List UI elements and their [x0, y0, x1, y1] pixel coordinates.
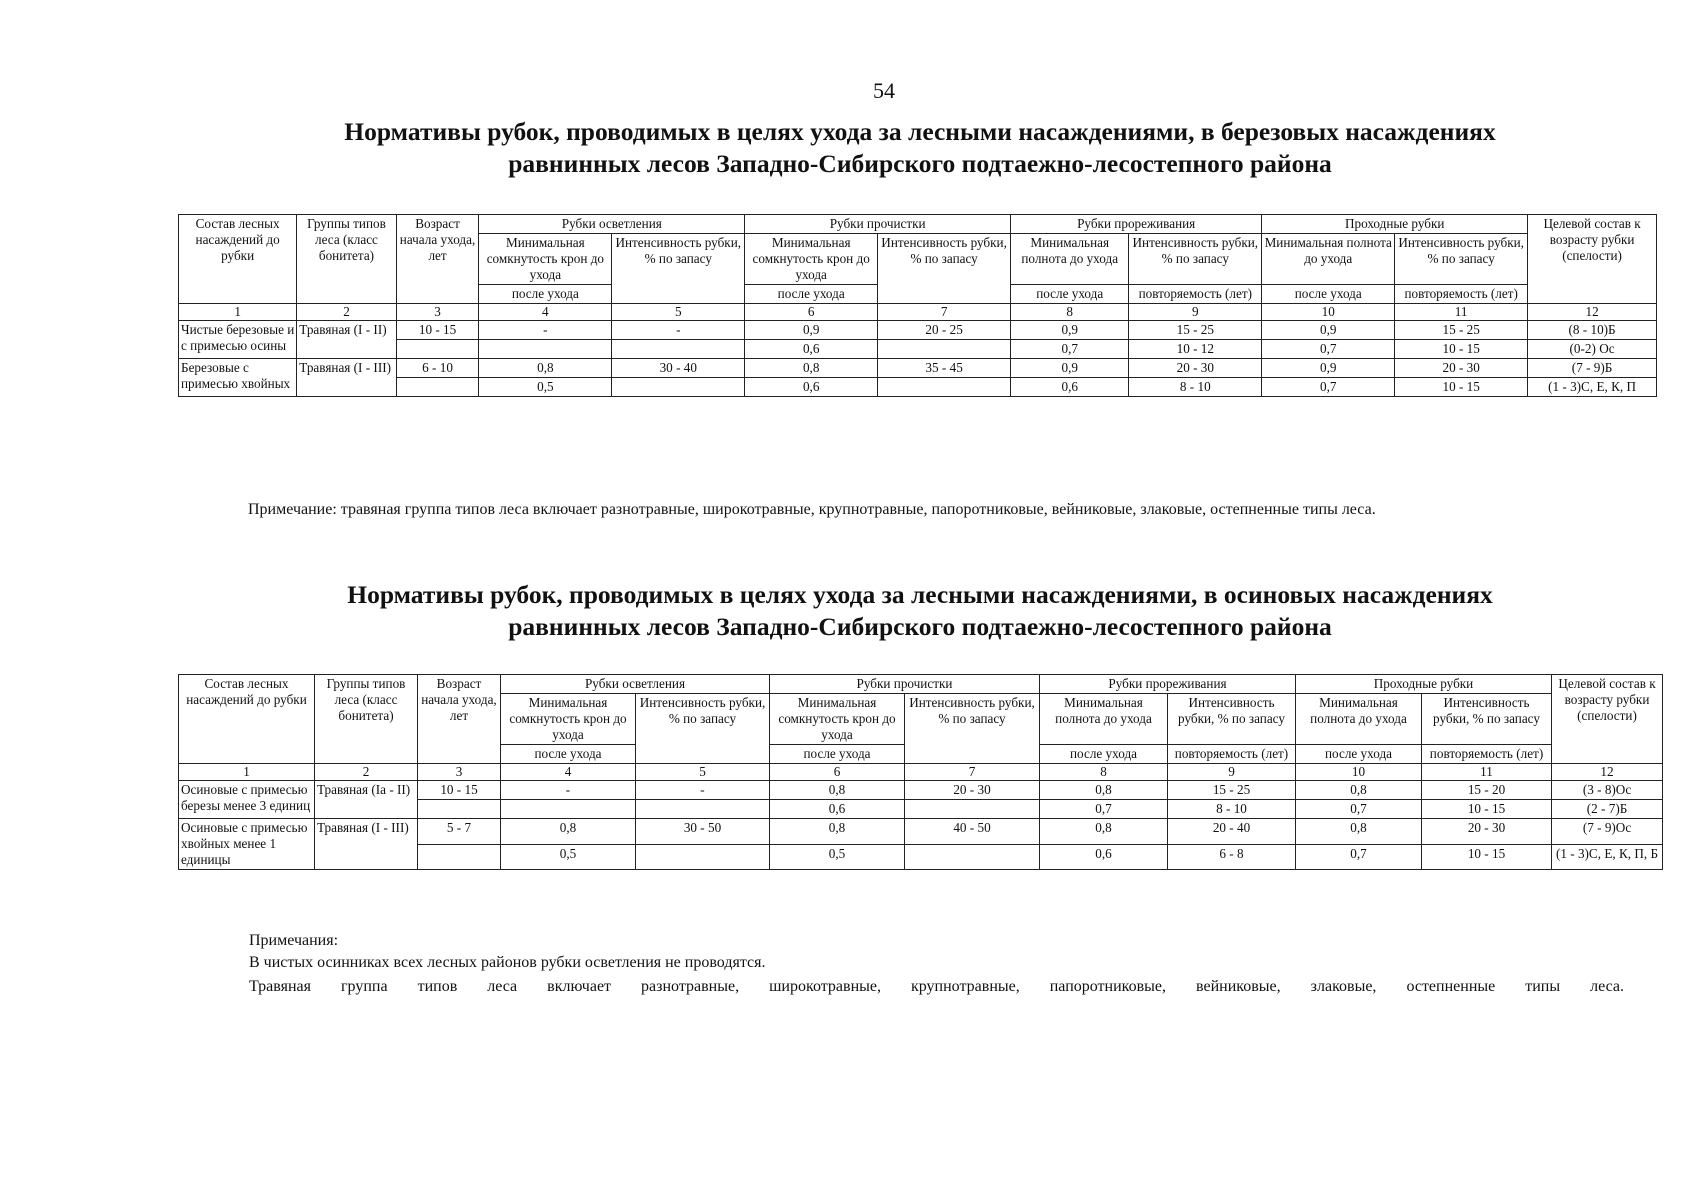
- col-number: 3: [418, 764, 501, 781]
- data-cell: 10 - 15: [396, 321, 479, 340]
- data-cell: 0,9: [1011, 359, 1129, 378]
- data-cell: (2 - 7)Б: [1552, 800, 1663, 819]
- data-cell: 15 - 25: [1168, 781, 1296, 800]
- col-number: 7: [905, 764, 1040, 781]
- data-cell: 0,6: [745, 378, 878, 397]
- data-cell: [418, 800, 501, 819]
- composition-cell: Осиновые с примесью березы менее 3 единиц: [179, 781, 315, 819]
- data-cell: (1 - 3)С, Е, К, П: [1528, 378, 1657, 397]
- col-number: 4: [501, 764, 636, 781]
- data-cell: 20 - 40: [1168, 819, 1296, 845]
- data-cell: 0,7: [1011, 340, 1129, 359]
- aspen-norms-table: [178, 674, 1663, 870]
- composition-cell: Осиновые с примесью хвойных менее 1 единицы: [179, 819, 315, 870]
- col-number: 1: [179, 304, 297, 321]
- table1-head-intensity-5: Интенсивность рубки, % по запасу: [612, 234, 745, 304]
- table1-head-thinning: Рубки прореживания: [1011, 215, 1262, 234]
- table1-head-repeat-11: повторяемость (лет): [1395, 285, 1528, 304]
- data-cell: 20 - 30: [1422, 819, 1552, 845]
- table2-header-row1: [179, 675, 1663, 694]
- data-cell: 10 - 15: [1422, 800, 1552, 819]
- forest-group-cell: Травяная (Iа - II): [315, 781, 418, 819]
- table-row: [179, 378, 1657, 397]
- data-cell: 10 - 15: [1395, 340, 1528, 359]
- data-cell: 20 - 25: [878, 321, 1011, 340]
- col-number: 10: [1296, 764, 1422, 781]
- composition-cell: Березовые с примесью хвойных: [179, 359, 297, 397]
- table1-head-passage: Проходные рубки: [1262, 215, 1528, 234]
- table2-notes-title: Примечания:: [249, 932, 339, 949]
- table1-note: Примечание: травяная группа типов леса включает разнотравные, широкотравные, крупнотравные, папоротниковые, вейниковые, злаковые, остепненные типы леса.: [248, 501, 1376, 518]
- data-cell: 6 - 8: [1168, 844, 1296, 870]
- table2-head-intensity-11: Интенсивность рубки, % по запасу: [1422, 694, 1552, 745]
- data-cell: [501, 800, 636, 819]
- data-cell: 0,7: [1296, 844, 1422, 870]
- table1-head-min-density-10: Минимальная полнота до ухода: [1262, 234, 1395, 285]
- data-cell: (3 - 8)Ос: [1552, 781, 1663, 800]
- table1-head-intensity-11: Интенсивность рубки, % по запасу: [1395, 234, 1528, 285]
- table2-head-start-age: Возраст начала ухода, лет: [418, 675, 501, 764]
- data-cell: 0,6: [1040, 844, 1168, 870]
- data-cell: 15 - 25: [1129, 321, 1262, 340]
- col-number: 2: [297, 304, 396, 321]
- table2-head-after-10: после ухода: [1296, 745, 1422, 764]
- table2-head-lighting: Рубки осветления: [501, 675, 770, 694]
- data-cell: 30 - 40: [612, 359, 745, 378]
- table1-head-lighting: Рубки осветления: [479, 215, 745, 234]
- data-cell: 0,8: [770, 819, 905, 845]
- col-number: 12: [1528, 304, 1657, 321]
- data-cell: 20 - 30: [1395, 359, 1528, 378]
- data-cell: 0,8: [501, 819, 636, 845]
- col-number: 11: [1395, 304, 1528, 321]
- table1-head-min-crown-6: Минимальная сомкнутость крон до ухода: [745, 234, 878, 285]
- data-cell: [905, 844, 1040, 870]
- table2-head-composition: Состав лесных насаждений до рубки: [179, 675, 315, 764]
- data-cell: 0,8: [1040, 781, 1168, 800]
- data-cell: (8 - 10)Б: [1528, 321, 1657, 340]
- table2-title: [160, 579, 1680, 643]
- col-number: 1: [179, 764, 315, 781]
- table2-head-repeat-11: повторяемость (лет): [1422, 745, 1552, 764]
- col-number: 8: [1011, 304, 1129, 321]
- table1-head-target: Целевой состав к возрасту рубки (спелости): [1528, 215, 1657, 304]
- table2-title-line2: равнинных лесов Западно-Сибирского подтаежно-лесостепного района: [508, 612, 1332, 641]
- table1-head-intensity-7: Интенсивность рубки, % по запасу: [878, 234, 1011, 304]
- table2-head-intensity-9: Интенсивность рубки, % по запасу: [1168, 694, 1296, 745]
- col-number: 2: [315, 764, 418, 781]
- table2-note-1: В чистых осинниках всех лесных районов рубки осветления не проводятся.: [249, 954, 766, 971]
- data-cell: (1 - 3)С, Е, К, П, Б: [1552, 844, 1663, 870]
- col-number: 9: [1168, 764, 1296, 781]
- col-number: 5: [612, 304, 745, 321]
- data-cell: 15 - 25: [1395, 321, 1528, 340]
- data-cell: 0,9: [1262, 359, 1395, 378]
- table-row: [179, 819, 1663, 845]
- table2-head-cleaning: Рубки прочистки: [770, 675, 1040, 694]
- data-cell: 0,8: [479, 359, 612, 378]
- data-cell: 15 - 20: [1422, 781, 1552, 800]
- col-number: 6: [745, 304, 878, 321]
- data-cell: -: [479, 321, 612, 340]
- table1-head-start-age: Возраст начала ухода, лет: [396, 215, 479, 304]
- composition-cell: Чистые березовые и с примесью осины: [179, 321, 297, 359]
- table2-head-intensity-5: Интенсивность рубки, % по запасу: [636, 694, 770, 764]
- table1-column-numbers: [179, 304, 1657, 321]
- table1-header-row1: [179, 215, 1657, 234]
- table1-head-cleaning: Рубки прочистки: [745, 215, 1011, 234]
- table1-head-min-density-8: Минимальная полнота до ухода: [1011, 234, 1129, 285]
- col-number: 10: [1262, 304, 1395, 321]
- data-cell: 0,7: [1040, 800, 1168, 819]
- data-cell: 10 - 15: [1395, 378, 1528, 397]
- data-cell: 20 - 30: [905, 781, 1040, 800]
- table1-head-after-8: после ухода: [1011, 285, 1129, 304]
- col-number: 5: [636, 764, 770, 781]
- table2-head-intensity-7: Интенсивность рубки, % по запасу: [905, 694, 1040, 764]
- data-cell: [479, 340, 612, 359]
- table1-head-after-10: после ухода: [1262, 285, 1395, 304]
- data-cell: 5 - 7: [418, 819, 501, 845]
- table-row: [179, 340, 1657, 359]
- data-cell: 0,5: [479, 378, 612, 397]
- data-cell: 0,8: [1040, 819, 1168, 845]
- data-cell: [636, 844, 770, 870]
- data-cell: 0,7: [1296, 800, 1422, 819]
- data-cell: 0,8: [1296, 781, 1422, 800]
- table2-head-min-crown-4: Минимальная сомкнутость крон до ухода: [501, 694, 636, 745]
- table1-head-after-4: после ухода: [479, 285, 612, 304]
- col-number: 3: [396, 304, 479, 321]
- table2-head-min-crown-6: Минимальная сомкнутость крон до ухода: [770, 694, 905, 745]
- data-cell: 30 - 50: [636, 819, 770, 845]
- data-cell: 10 - 12: [1129, 340, 1262, 359]
- col-number: 6: [770, 764, 905, 781]
- data-cell: -: [636, 781, 770, 800]
- data-cell: 40 - 50: [905, 819, 1040, 845]
- data-cell: 0,6: [770, 800, 905, 819]
- table1-title-line2: равнинных лесов Западно-Сибирского подтаежно-лесостепного района: [508, 149, 1332, 178]
- table-row: [179, 359, 1657, 378]
- data-cell: -: [612, 321, 745, 340]
- table2-head-min-density-8: Минимальная полнота до ухода: [1040, 694, 1168, 745]
- data-cell: 0,6: [1011, 378, 1129, 397]
- data-cell: [418, 844, 501, 870]
- data-cell: 0,7: [1262, 340, 1395, 359]
- data-cell: 8 - 10: [1168, 800, 1296, 819]
- col-number: 12: [1552, 764, 1663, 781]
- table1-head-repeat-9: повторяемость (лет): [1129, 285, 1262, 304]
- table1-title-line1: Нормативы рубок, проводимых в целях ухода за лесными насаждениями, в березовых насаждениях: [344, 117, 1496, 146]
- data-cell: [636, 800, 770, 819]
- table2-column-numbers: [179, 764, 1663, 781]
- table2-head-repeat-9: повторяемость (лет): [1168, 745, 1296, 764]
- table1-title: [160, 116, 1680, 180]
- table2-head-after-8: после ухода: [1040, 745, 1168, 764]
- data-cell: 0,9: [745, 321, 878, 340]
- data-cell: 6 - 10: [396, 359, 479, 378]
- data-cell: [396, 378, 479, 397]
- data-cell: 0,9: [1011, 321, 1129, 340]
- data-cell: 10 - 15: [1422, 844, 1552, 870]
- forest-group-cell: Травяная (I - II): [297, 321, 396, 359]
- data-cell: 0,8: [770, 781, 905, 800]
- data-cell: 0,6: [745, 340, 878, 359]
- data-cell: 0,5: [770, 844, 905, 870]
- table1-head-intensity-9: Интенсивность рубки, % по запасу: [1129, 234, 1262, 285]
- data-cell: 0,7: [1262, 378, 1395, 397]
- table1-head-min-crown-4: Минимальная сомкнутость крон до ухода: [479, 234, 612, 285]
- data-cell: 10 - 15: [418, 781, 501, 800]
- data-cell: (7 - 9)Ос: [1552, 819, 1663, 845]
- table2-note-2: Травяная группа типов леса включает разнотравные, широкотравные, крупнотравные, папоротниковые, вейниковые, злаковые, остепненные типы леса.: [249, 978, 1624, 995]
- table2-title-line1: Нормативы рубок, проводимых в целях ухода за лесными насаждениями, в осиновых насаждениях: [347, 580, 1493, 609]
- data-cell: [878, 378, 1011, 397]
- forest-group-cell: Травяная (I - III): [297, 359, 396, 397]
- forest-group-cell: Травяная (I - III): [315, 819, 418, 870]
- table1-head-composition: Состав лесных насаждений до рубки: [179, 215, 297, 304]
- data-cell: 35 - 45: [878, 359, 1011, 378]
- data-cell: 20 - 30: [1129, 359, 1262, 378]
- birch-norms-table: [178, 214, 1657, 397]
- page-number: 54: [873, 78, 895, 103]
- table2-head-min-density-10: Минимальная полнота до ухода: [1296, 694, 1422, 745]
- col-number: 11: [1422, 764, 1552, 781]
- table2-head-passage: Проходные рубки: [1296, 675, 1552, 694]
- col-number: 4: [479, 304, 612, 321]
- table2-head-target: Целевой состав к возрасту рубки (спелости): [1552, 675, 1663, 764]
- col-number: 7: [878, 304, 1011, 321]
- data-cell: [878, 340, 1011, 359]
- table2-head-forest-group: Группы типов леса (класс бонитета): [315, 675, 418, 764]
- data-cell: 0,8: [745, 359, 878, 378]
- data-cell: [612, 378, 745, 397]
- table2-head-thinning: Рубки прореживания: [1040, 675, 1296, 694]
- table2-head-after-4: после ухода: [501, 745, 636, 764]
- data-cell: [396, 340, 479, 359]
- data-cell: 8 - 10: [1129, 378, 1262, 397]
- data-cell: (7 - 9)Б: [1528, 359, 1657, 378]
- data-cell: 0,9: [1262, 321, 1395, 340]
- table2-head-after-6: после ухода: [770, 745, 905, 764]
- data-cell: [905, 800, 1040, 819]
- table1-head-after-6: после ухода: [745, 285, 878, 304]
- table1-head-forest-group: Группы типов леса (класс бонитета): [297, 215, 396, 304]
- data-cell: (0-2) Ос: [1528, 340, 1657, 359]
- table-row: [179, 781, 1663, 800]
- data-cell: 0,8: [1296, 819, 1422, 845]
- data-cell: [612, 340, 745, 359]
- col-number: 8: [1040, 764, 1168, 781]
- col-number: 9: [1129, 304, 1262, 321]
- data-cell: 0,5: [501, 844, 636, 870]
- table-row: [179, 321, 1657, 340]
- data-cell: -: [501, 781, 636, 800]
